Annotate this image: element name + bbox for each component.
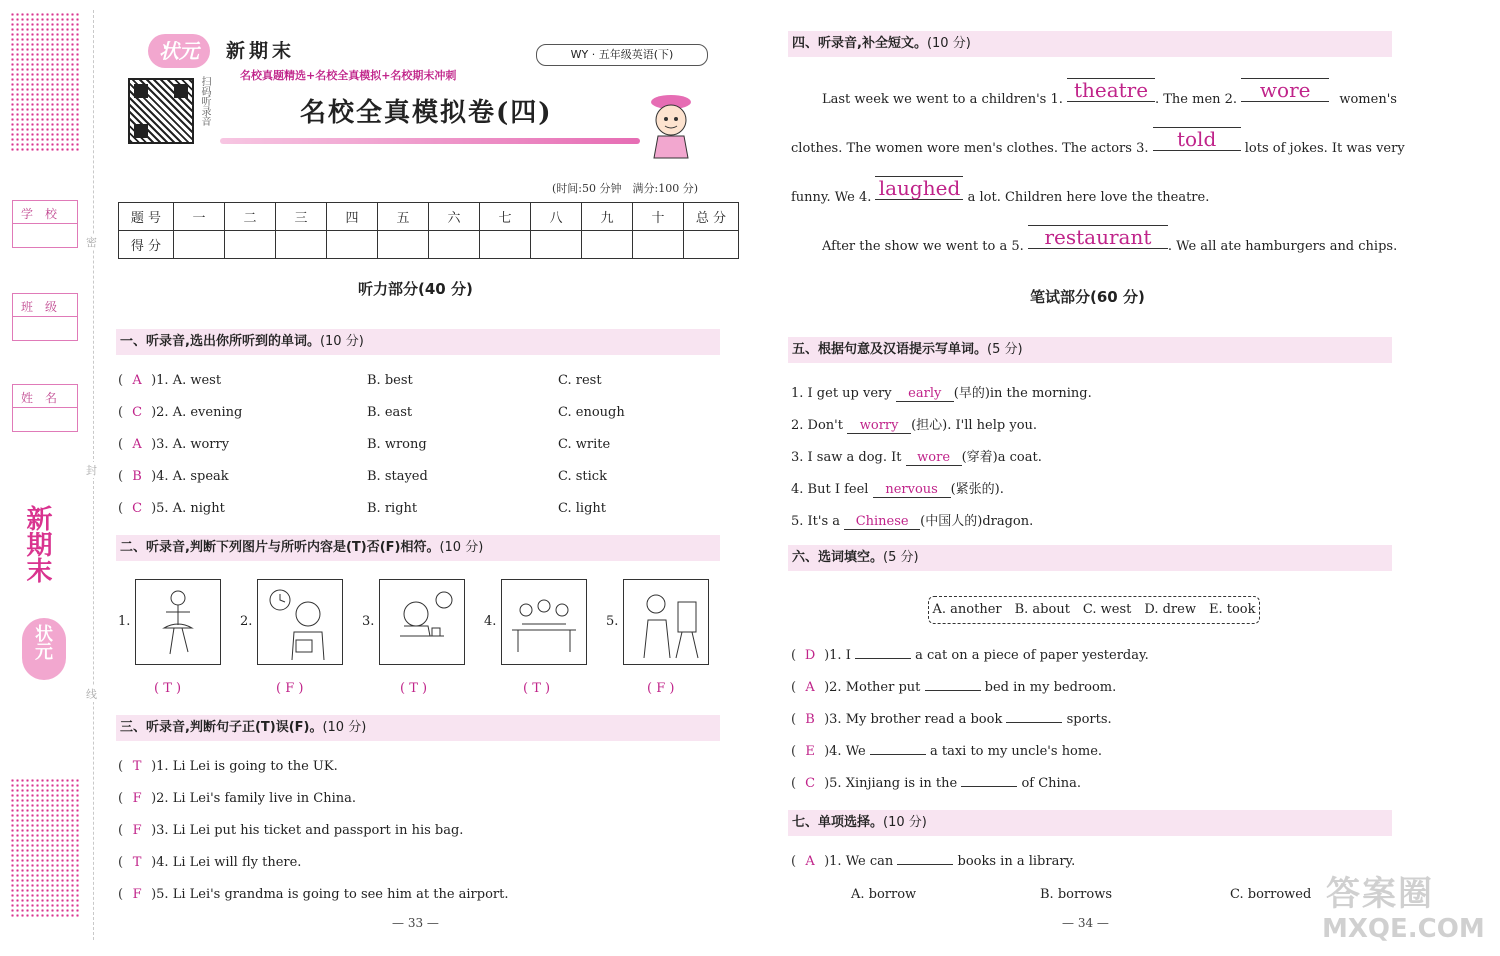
cloze-blank-2[interactable]: wore (1241, 78, 1329, 102)
score-cell[interactable] (225, 231, 276, 259)
page-number-left: — 33 — (392, 916, 439, 930)
score-header-cell: 总 分 (684, 203, 739, 231)
option-a: 3. A. worry (156, 437, 230, 452)
sec5-item: 5. It's a Chinese (中国人的)dragon. (791, 514, 1034, 529)
scholar-mascot-icon (636, 92, 706, 160)
score-cell[interactable] (327, 231, 378, 259)
sec6-title: 六、选词填空。 (792, 550, 884, 565)
sec6-item: ( E )4. We a taxi to my uncle's home. (791, 744, 1103, 759)
sec5-points: (5 分) (987, 342, 1023, 357)
sec1-points: (10 分) (319, 334, 364, 349)
blank[interactable] (925, 690, 981, 691)
boy-at-table-icon (379, 579, 465, 665)
watermark-top: 答案圈 (1326, 874, 1434, 914)
word-blank[interactable]: Chinese (844, 514, 920, 530)
ballet-dancer-icon (135, 579, 221, 665)
seal-word-mi: 密 (86, 236, 97, 249)
cloze-line-3: funny. We 4. laughed a lot. Children here love the theatre. (791, 176, 1210, 205)
sec3-title: 三、听录音,判断句子正(T)误(F)。 (120, 720, 323, 735)
cloze-blank-3[interactable]: told (1153, 127, 1241, 151)
blank[interactable] (870, 754, 926, 755)
sec6-item: ( D )1. I a cat on a piece of paper yesterday. (791, 648, 1149, 663)
answer[interactable]: D (804, 648, 816, 663)
pic-answer-3[interactable]: ( T ) (400, 681, 428, 696)
score-cell[interactable] (582, 231, 633, 259)
sec1-b: B. wrong (367, 437, 427, 452)
cloze-line-4: After the show we went to a 5. restaurant . We all ate hamburgers and chips. (822, 225, 1398, 254)
score-header-cell: 七 (480, 203, 531, 231)
option-a[interactable]: A. borrow (851, 887, 917, 902)
answer[interactable]: C (805, 776, 816, 791)
school-label: 学校 (20, 207, 69, 221)
blank[interactable] (897, 864, 953, 865)
option-a: 4. A. speak (156, 469, 229, 484)
cloze-blank-5[interactable]: restaurant (1028, 225, 1168, 249)
blank[interactable] (855, 658, 911, 659)
sec1-c: C. write (558, 437, 611, 452)
seal-word-feng: 封 (86, 464, 97, 477)
paper-title: 名校全真模拟卷(四) (300, 98, 553, 128)
score-cell[interactable] (480, 231, 531, 259)
sec3-item: ( F )2. Li Lei's family live in China. (118, 791, 357, 806)
sentence: 3. Li Lei put his ticket and passport in his bag. (156, 823, 464, 838)
sidebar-dots-bottom (10, 778, 80, 918)
score-cell[interactable] (174, 231, 225, 259)
sec2-title-bar (116, 535, 720, 561)
word-blank[interactable]: wore (906, 450, 962, 466)
score-cell[interactable] (429, 231, 480, 259)
name-field[interactable] (12, 384, 78, 432)
listening-title: 听力部分(40 分) (358, 280, 473, 298)
pic-number: 2. (240, 614, 253, 629)
option-a: 5. A. night (156, 501, 225, 516)
sidebar-logo-text: 状元 (32, 624, 53, 660)
sentence: 1. Li Lei is going to the UK. (156, 759, 338, 774)
score-value-row (119, 231, 739, 259)
time-info: (时间:50 分钟 满分:100 分) (552, 182, 698, 195)
sec6-item: ( C )5. Xinjiang is in the of China. (791, 776, 1081, 791)
pic-number: 1. (118, 614, 131, 629)
cloze-blank-4[interactable]: laughed (875, 176, 963, 200)
score-header-cell: 五 (378, 203, 429, 231)
answer[interactable]: A (132, 373, 142, 388)
seal-word-xian: 线 (86, 688, 97, 701)
answer[interactable]: E (805, 744, 815, 759)
blank[interactable] (1006, 722, 1062, 723)
score-cell[interactable] (276, 231, 327, 259)
sec5-title: 五、根据句意及汉语提示写单词。 (792, 342, 988, 357)
sidebar-dots-top (10, 12, 80, 152)
answer[interactable]: B (805, 712, 815, 727)
pic-answer-2[interactable]: ( F ) (276, 681, 304, 696)
sec3-item: ( F )3. Li Lei put his ticket and passport in his bag. (118, 823, 464, 838)
logo-badge (148, 34, 210, 68)
option-a: 2. A. evening (156, 405, 243, 420)
sidebar-logo-badge (22, 618, 66, 680)
sec5-item: 1. I get up very early (早的)in the morning. (791, 386, 1092, 401)
sec7-points: (10 分) (883, 815, 927, 830)
score-header-cell: 题 号 (119, 203, 174, 231)
class-label: 班级 (20, 300, 69, 314)
sec7-title-bar (788, 810, 1392, 836)
pic-answer-5[interactable]: ( F ) (647, 681, 675, 696)
sec4-title-bar (788, 31, 1392, 57)
answer[interactable]: C (132, 405, 143, 420)
sec1-c: C. enough (558, 405, 625, 420)
score-header-row (119, 203, 739, 231)
score-header-cell: 六 (429, 203, 480, 231)
word-blank[interactable]: early (896, 386, 954, 402)
sentence: 2. Li Lei's family live in China. (156, 791, 357, 806)
answer[interactable]: A (805, 680, 815, 695)
sec4-points: (10 分) (926, 36, 971, 51)
answer[interactable]: T (132, 855, 142, 870)
sec1-c: C. stick (558, 469, 607, 484)
watermark-bottom: MXQE.COM (1322, 914, 1485, 944)
qr-code (128, 78, 194, 144)
sec3-item: ( F )5. Li Lei's grandma is going to see him at the airport. (118, 887, 509, 902)
sec6-points: (5 分) (883, 550, 919, 565)
blank[interactable] (961, 786, 1017, 787)
sec4-title: 四、听录音,补全短文。 (792, 36, 927, 51)
cloze-blank-1[interactable]: theatre (1067, 78, 1155, 102)
sec2-points: (10 分) (439, 540, 484, 555)
sec6-item: ( A )2. Mother put bed in my bedroom. (791, 680, 1117, 695)
score-cell[interactable] (531, 231, 582, 259)
answer[interactable]: F (132, 823, 142, 838)
score-cell[interactable] (633, 231, 684, 259)
school-field[interactable] (12, 200, 78, 248)
score-table (118, 202, 739, 259)
word-bank: A. another B. about C. west D. drew E. took (928, 596, 1260, 624)
sec1-b: B. best (367, 373, 413, 388)
pic-number: 4. (484, 614, 497, 629)
cloze-line-1: Last week we went to a children's 1. theatre . The men 2. wore women's (822, 78, 1397, 107)
man-with-clock-icon (257, 579, 343, 665)
sec1-b: B. right (367, 501, 418, 516)
word-blank[interactable]: nervous (873, 482, 951, 498)
cloze-line-2: clothes. The women wore men's clothes. The actors 3. told lots of jokes. It was very (791, 127, 1405, 156)
slogan: 名校真题精选+名校全真模拟+名校期末冲刺 (240, 69, 457, 82)
sec1-item-1: ( A )1. A. west (118, 373, 222, 388)
sec3-item: ( T )1. Li Lei is going to the UK. (118, 759, 338, 774)
sec3-points: (10 分) (322, 720, 367, 735)
score-header-cell: 八 (531, 203, 582, 231)
sec1-item-3: ( A )3. A. worry (118, 437, 230, 452)
answer[interactable]: A (132, 437, 142, 452)
sec6-title-bar (788, 545, 1392, 571)
answer[interactable]: T (132, 759, 142, 774)
sec5-item: 2. Don't worry (担心). I'll help you. (791, 418, 1038, 433)
sec7-item-1: ( A )1. We can books in a library. (791, 854, 1076, 869)
sec7-title: 七、单项选择。 (792, 815, 884, 830)
sentence: 4. Li Lei will fly there. (156, 855, 302, 870)
pic-number: 3. (362, 614, 375, 629)
answer[interactable]: B (132, 469, 142, 484)
brand-name: 新期末 (226, 40, 296, 62)
sec5-item: 3. I saw a dog. It wore (穿着)a coat. (791, 450, 1042, 465)
sec1-title: 一、听录音,选出你所听到的单词。 (120, 334, 320, 349)
sidebar-brand-vertical: 新期末 (22, 505, 52, 583)
sec5-title-bar (788, 337, 1392, 363)
title-bar (220, 138, 640, 144)
score-cell[interactable] (378, 231, 429, 259)
qr-caption: 扫码听录音 (199, 76, 210, 126)
answer[interactable]: F (132, 887, 142, 902)
page-number-right: — 34 — (1062, 916, 1109, 930)
sec1-c: C. light (558, 501, 606, 516)
sec6-item: ( B )3. My brother read a book sports. (791, 712, 1112, 727)
sec3-title-bar (116, 715, 720, 741)
writing-title: 笔试部分(60 分) (1030, 288, 1145, 306)
sec1-b: B. east (367, 405, 413, 420)
logo-text: 状元 (159, 39, 199, 63)
sec1-c: C. rest (558, 373, 602, 388)
answer[interactable]: C (132, 501, 143, 516)
sec1-b: B. stayed (367, 469, 428, 484)
pic-answer-4[interactable]: ( T ) (523, 681, 551, 696)
word-blank[interactable]: worry (847, 418, 911, 434)
score-label-cell: 得 分 (119, 231, 174, 259)
class-field[interactable] (12, 293, 78, 341)
name-label: 姓名 (20, 391, 69, 405)
option-a: 1. A. west (156, 373, 222, 388)
family-dinner-icon (501, 579, 587, 665)
score-header-cell: 九 (582, 203, 633, 231)
score-header-cell: 二 (225, 203, 276, 231)
pic-answer-1[interactable]: ( T ) (154, 681, 182, 696)
girl-painting-icon (623, 579, 709, 665)
score-header-cell: 一 (174, 203, 225, 231)
option-b[interactable]: B. borrows (1040, 887, 1113, 902)
grade-badge: WY · 五年级英语(下) (536, 44, 708, 66)
sec1-item-4: ( B )4. A. speak (118, 469, 229, 484)
sec1-item-2: ( C )2. A. evening (118, 405, 243, 420)
sec1-item-5: ( C )5. A. night (118, 501, 225, 516)
sec1-title-bar (116, 329, 720, 355)
sec5-item: 4. But I feel nervous (紧张的). (791, 482, 1004, 497)
score-header-cell: 十 (633, 203, 684, 231)
score-header-cell: 四 (327, 203, 378, 231)
sec3-item: ( T )4. Li Lei will fly there. (118, 855, 302, 870)
answer[interactable]: F (132, 791, 142, 806)
score-header-cell: 三 (276, 203, 327, 231)
sec2-title: 二、听录音,判断下列图片与所听内容是(T)否(F)相符。 (120, 540, 440, 555)
score-cell[interactable] (684, 231, 739, 259)
option-c[interactable]: C. borrowed (1230, 887, 1312, 902)
sentence: 5. Li Lei's grandma is going to see him at the airport. (156, 887, 509, 902)
pic-number: 5. (606, 614, 619, 629)
answer[interactable]: A (805, 854, 815, 869)
